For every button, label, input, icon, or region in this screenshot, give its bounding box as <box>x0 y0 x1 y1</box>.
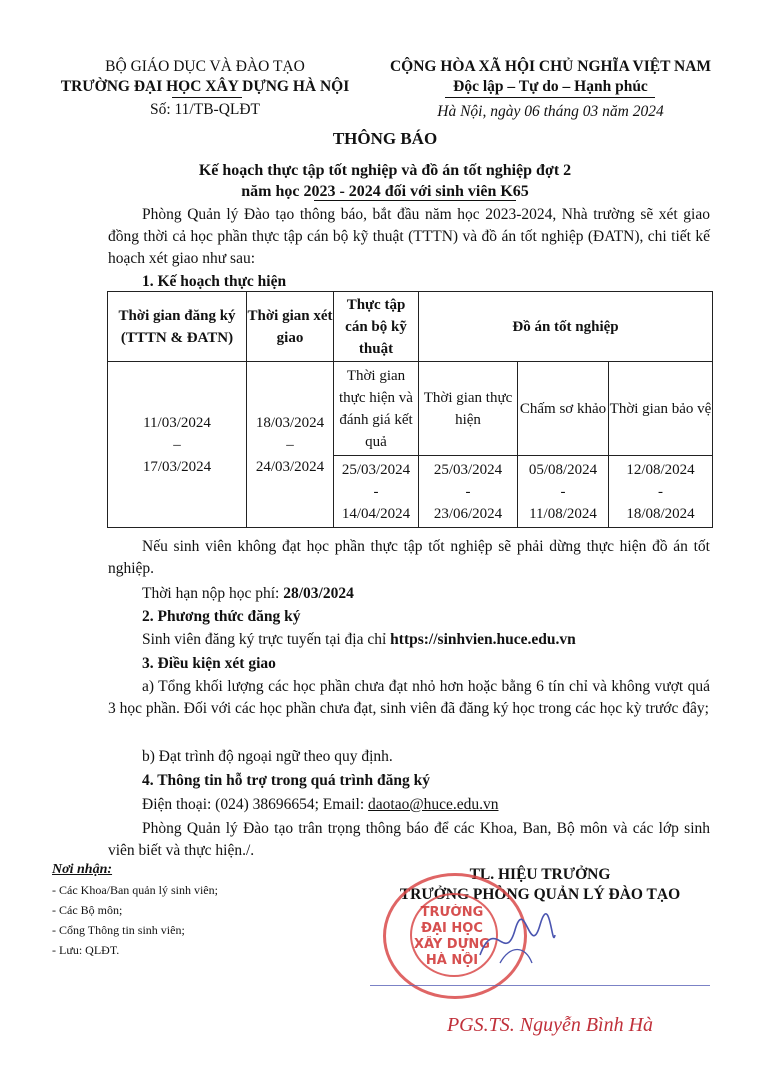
review-separator: – <box>286 436 294 453</box>
section-3-heading: 3. Điều kiện xét giao <box>142 655 276 672</box>
internship-start: 25/03/2024 <box>341 461 411 478</box>
thesis-exec-range <box>419 456 518 528</box>
thesis-exec-start: 25/03/2024 <box>433 461 503 478</box>
ministry-name: BỘ GIÁO DỤC VÀ ĐÀO TẠO <box>105 58 305 75</box>
recipient-item: - Lưu: QLĐT. <box>52 943 120 957</box>
signer-name: PGS.TS. Nguyễn Bình Hà <box>446 1014 654 1036</box>
university-name: TRƯỜNG ĐẠI HỌC XÂY DỰNG HÀ NỘI <box>60 78 350 95</box>
notice-subtitle-2: năm học 2023 - 2024 đối với sinh viên K65 <box>241 183 529 200</box>
notice-title: THÔNG BÁO <box>332 129 438 148</box>
registration-period <box>108 362 247 528</box>
notice-subtitle-1: Kế hoạch thực tập tốt nghiệp và đồ án tốt nghiệp đợt 2 <box>198 162 572 179</box>
header-thesis: Đồ án tốt nghiệp <box>419 292 713 362</box>
stamp-text-3: XÂY DỰNG <box>414 937 490 952</box>
subheader-thesis-prelim: Chấm sơ khảo <box>518 362 609 456</box>
condition-a: a) Tổng khối lượng các học phần chưa đạt nhỏ hơn hoặc bằng 6 tín chỉ và không vượt quá 3 học phần. Đối với các học phần chưa đạt, sinh viên đã đăng ký học trong các học kỳ trước đây; <box>108 678 710 717</box>
register-text: Sinh viên đăng ký trực tuyến tại địa chỉ <box>142 631 391 648</box>
contact-prefix: Điện thoại: (024) 38696654; Email: <box>142 796 369 813</box>
defense-separator: - <box>658 483 663 500</box>
recipient-item: - Các Khoa/Ban quản lý sinh viên; <box>52 883 218 897</box>
date-line: Hà Nội, ngày 06 tháng 03 năm 2024 <box>437 103 664 120</box>
fee-label: Thời hạn nộp học phí: <box>142 585 284 602</box>
review-start: 18/03/2024 <box>255 414 325 431</box>
registration-end: 17/03/2024 <box>142 458 212 475</box>
subheader-internship: Thời gian thực hiện và đánh giá kết quả <box>334 362 419 456</box>
defense-range <box>609 456 713 528</box>
recipient-item: - Các Bộ môn; <box>52 903 123 917</box>
registration-separator: – <box>173 436 181 453</box>
motto-underline <box>445 97 655 98</box>
document-number: Số: 11/TB-QLĐT <box>149 101 261 118</box>
defense-end: 18/08/2024 <box>626 505 695 522</box>
fee-date: 28/03/2024 <box>283 585 354 602</box>
register-url[interactable]: https://sinhvien.huce.edu.vn <box>390 631 576 648</box>
university-underline <box>172 97 242 98</box>
review-end: 24/03/2024 <box>255 458 325 475</box>
stamp-text-2: ĐẠI HỌC <box>421 921 483 936</box>
signature-line <box>370 985 710 986</box>
fail-note: Nếu sinh viên không đạt học phần thực tập tốt nghiệp sẽ phải dừng thực hiện đồ án tốt nghiệp. <box>108 538 710 577</box>
defense-start: 12/08/2024 <box>626 461 695 478</box>
contact-email[interactable]: daotao@huce.edu.vn <box>368 796 499 813</box>
handwritten-signature <box>470 905 560 975</box>
prelim-start: 05/08/2024 <box>528 461 598 478</box>
plan-table <box>107 291 713 528</box>
subheader-thesis-exec: Thời gian thực hiện <box>419 362 518 456</box>
prelim-range <box>518 456 609 528</box>
header-internship: Thực tập cán bộ kỹ thuật <box>334 292 419 362</box>
header-review: Thời gian xét giao <box>247 292 334 362</box>
signature-on-behalf: TL. HIỆU TRƯỞNG <box>469 866 611 883</box>
header-registration: Thời gian đăng ký (TTTN & ĐATN) <box>108 292 247 362</box>
thesis-exec-end: 23/06/2024 <box>433 505 503 522</box>
national-motto: Độc lập – Tự do – Hạnh phúc <box>453 78 648 95</box>
recipient-item: - Cổng Thông tin sinh viên; <box>52 923 185 937</box>
fee-line <box>142 583 354 605</box>
stamp-text-4: HÀ NỘI <box>425 953 479 968</box>
internship-range <box>334 456 419 528</box>
country-name: CỘNG HÒA XÃ HỘI CHỦ NGHĨA VIỆT NAM <box>389 58 712 75</box>
review-period <box>247 362 334 528</box>
registration-start: 11/03/2024 <box>143 414 211 431</box>
prelim-separator: - <box>560 483 566 500</box>
subheader-thesis-defense: Thời gian bảo vệ <box>609 362 713 456</box>
closing-paragraph: Phòng Quản lý Đào tạo trân trọng thông báo để các Khoa, Ban, Bộ môn và các lớp sinh viên biết và thực hiện./. <box>108 820 710 859</box>
signature-position: TRƯỞNG PHÒNG QUẢN LÝ ĐÀO TẠO <box>399 886 681 903</box>
section-2-heading: 2. Phương thức đăng ký <box>142 608 301 625</box>
recipients-label: Nơi nhận: <box>52 862 113 877</box>
section-4-heading: 4. Thông tin hỗ trợ trong quá trình đăng ký <box>142 772 430 789</box>
recipients-block <box>52 860 312 960</box>
prelim-end: 11/08/2024 <box>529 505 597 522</box>
thesis-exec-separator: - <box>465 483 471 500</box>
subtitle-underline <box>314 200 516 201</box>
internship-end: 14/04/2024 <box>341 505 411 522</box>
contact-line <box>142 794 499 816</box>
register-line <box>142 629 576 651</box>
condition-b: b) Đạt trình độ ngoại ngữ theo quy định. <box>142 748 393 765</box>
section-1-heading: 1. Kế hoạch thực hiện <box>142 273 287 290</box>
internship-separator: - <box>373 483 379 500</box>
intro-paragraph: Phòng Quản lý Đào tạo thông báo, bắt đầu năm học 2023-2024, Nhà trường sẽ xét giao đồng thời cả học phần thực tập cán bộ kỹ thuật (TTTN) và đồ án tốt nghiệp (ĐATN), chi tiết kế hoạch xét giao như sau: <box>108 206 710 267</box>
stamp-text-1: TRƯỜNG <box>420 905 484 920</box>
